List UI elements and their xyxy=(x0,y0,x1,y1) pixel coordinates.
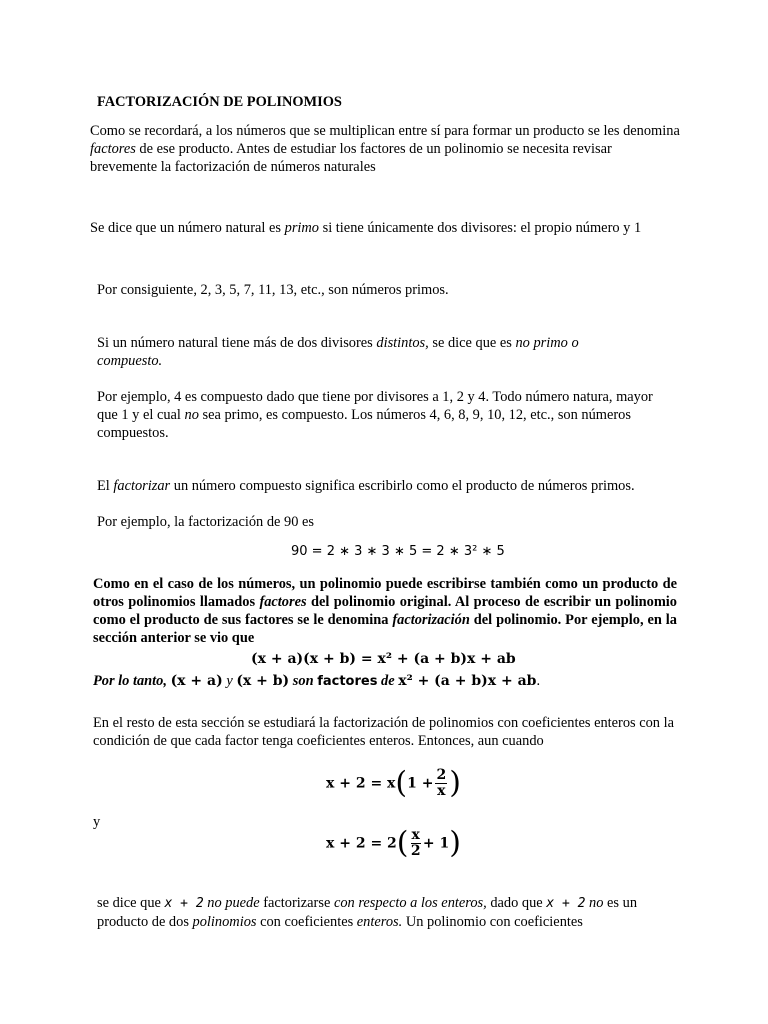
text-italic: y xyxy=(222,673,237,689)
fraction xyxy=(411,828,421,859)
text: si tiene únicamente dos divisores: el propio número y 1 xyxy=(319,220,642,236)
text: Si un número natural tiene más de dos divisores xyxy=(97,335,377,351)
text-italic: Por lo tanto, xyxy=(93,673,171,689)
text-y: y xyxy=(93,814,101,830)
text-italic: no puede xyxy=(203,895,260,911)
text: Por ejemplo, 4 es compuesto dado que tiene por divisores a 1, 2 y 4. Todo número natura, mayor que 1 y el cual xyxy=(97,389,653,423)
math: x + 2 = 2 xyxy=(326,835,397,852)
paren-open: ( xyxy=(395,765,408,801)
text-italic: de xyxy=(377,673,399,689)
text: con coeficientes xyxy=(256,914,357,930)
paragraph-por-lo-tanto xyxy=(93,672,693,691)
paren-open: ( xyxy=(396,825,409,861)
fraction xyxy=(435,768,447,799)
denominator: x xyxy=(437,783,446,799)
paragraph-primes-list: Por consiguiente, 2, 3, 5, 7, 11, 13, etc., son números primos. xyxy=(97,282,449,298)
math: x + 2 = x xyxy=(326,775,396,792)
math: 1 + xyxy=(407,775,434,792)
math: x + 2 xyxy=(164,896,204,911)
text-italic: con respecto a los enteros, xyxy=(333,895,487,911)
page-title: FACTORIZACIÓN DE POLINOMIOS xyxy=(97,94,342,110)
text: factores xyxy=(317,674,378,689)
paragraph-primo xyxy=(90,219,710,237)
math: x² + (a + b)x + ab xyxy=(398,673,537,689)
paragraph-no-puede xyxy=(97,894,677,931)
text: un número compuesto significa escribirlo como el producto de números primos. xyxy=(170,478,635,494)
paragraph-example-4 xyxy=(97,388,677,442)
paragraph-factorizar xyxy=(97,477,697,495)
math: + 1 xyxy=(422,835,450,852)
paragraph-example-90: Por ejemplo, la factorización de 90 es xyxy=(97,514,314,530)
paragraph-intro xyxy=(90,122,680,176)
paragraph-compuesto xyxy=(97,334,642,370)
paren-close: ) xyxy=(449,765,461,801)
text: se dice que xyxy=(97,895,165,911)
text-italic: no primo o compuesto. xyxy=(97,335,579,369)
text-italic: no xyxy=(585,895,604,911)
numerator: 2 xyxy=(436,767,447,783)
text: factorizarse xyxy=(259,895,334,911)
text-italic: primo xyxy=(284,220,320,236)
text: Se dice que un número natural es xyxy=(90,220,285,236)
equation-x-plus-2-b xyxy=(326,825,461,861)
equation-x-plus-2-a xyxy=(326,765,461,801)
text: dado que xyxy=(486,895,547,911)
math: x + 2 xyxy=(546,896,586,911)
equation-factorization-90: 90 = 2 ∗ 3 ∗ 3 ∗ 5 = 2 ∗ 3² ∗ 5 xyxy=(291,544,505,559)
text-italic: factores xyxy=(259,594,307,610)
text: Como se recordará, a los números que se multiplican entre sí para formar un producto se les denomina xyxy=(90,123,680,139)
text-italic: factorización xyxy=(392,612,470,628)
text: Un polinomio con coeficientes xyxy=(402,914,583,930)
text-italic: distintos, xyxy=(376,335,429,351)
text-italic: factorizar xyxy=(113,478,171,494)
text: El xyxy=(97,478,114,494)
equation-product-expansion: (x + a)(x + b) = x² + (a + b)x + ab xyxy=(251,651,516,667)
text: es un producto de dos xyxy=(97,895,638,930)
math: (x + b) xyxy=(236,673,290,689)
text: de ese producto. Antes de estudiar los factores de un polinomio se necesita revisar brevemente la factorización de números naturales xyxy=(90,141,612,175)
paragraph-resto: En el resto de esta sección se estudiará la factorización de polinomios con coeficientes enteros con la condición de que cada factor tenga coeficientes enteros. Entonces, aun cuando xyxy=(93,715,674,749)
text: Como en el caso de los números, un polinomio puede escribirse también como un producto de otros polinomios llamados xyxy=(93,576,677,610)
text-italic: polinomios xyxy=(192,914,257,930)
text: sea primo, es compuesto. Los números 4, 6, 8, 9, 10, 12, etc., son números compuestos. xyxy=(97,407,631,441)
paren-close: ) xyxy=(449,825,461,861)
text: del polinomio original. Al proceso de escribir un polinomio como el producto de sus factores se le denomina xyxy=(93,594,677,628)
denominator: 2 xyxy=(410,843,421,859)
text-italic: factores xyxy=(90,141,136,157)
text-italic: no xyxy=(184,407,199,423)
math: (x + a) xyxy=(170,673,223,689)
numerator: x xyxy=(411,827,420,843)
text: se dice que es xyxy=(428,335,516,351)
text-italic: son xyxy=(289,673,318,689)
text: . xyxy=(536,673,541,689)
text: del polinomio. Por ejemplo, en la sección anterior se vio que xyxy=(93,612,677,646)
paragraph-polinomio-bold xyxy=(93,575,677,647)
text-italic: enteros. xyxy=(356,914,403,930)
